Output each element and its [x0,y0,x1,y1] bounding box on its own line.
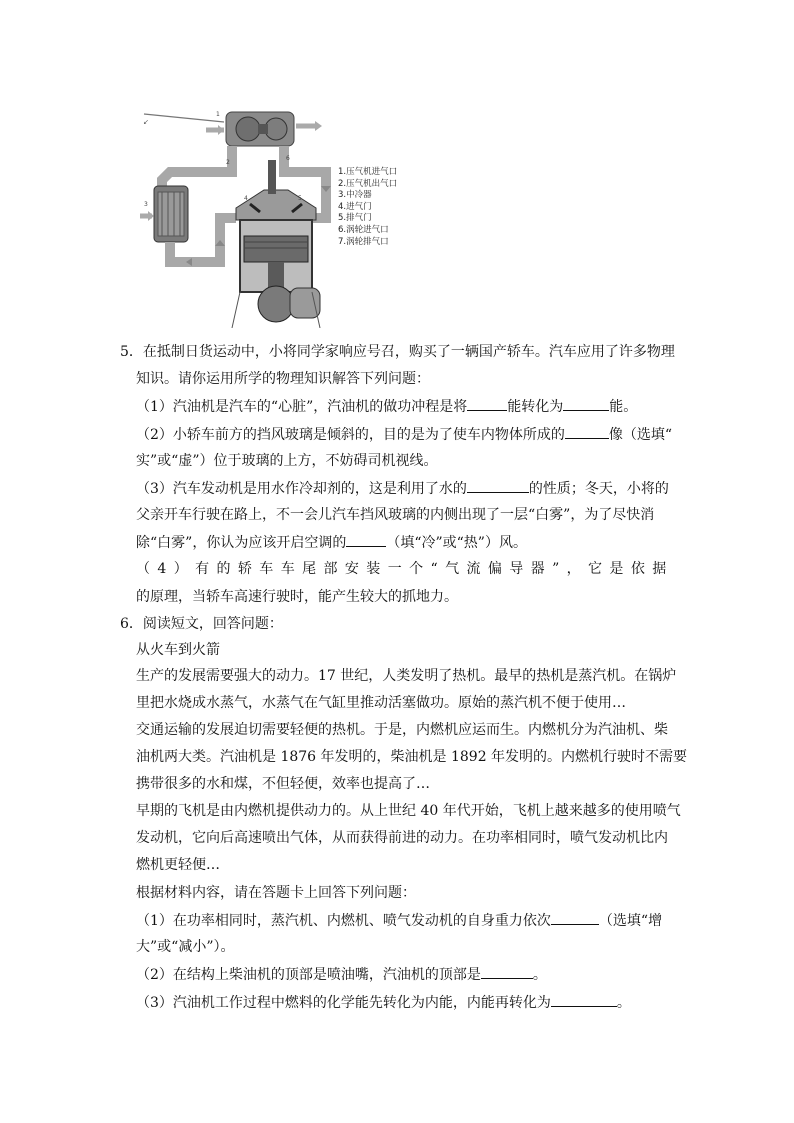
q5-part4-cont [136,586,458,607]
q6-para3-line1: 早期的飞机是由内燃机提供动力的。从上世纪 40 年代开始，飞机上越来越多的使用喷气 [136,803,681,819]
q5-part3-cont2 [136,532,527,553]
q5-part2 [136,424,672,445]
q6-part1-cont: 大”或“减小”）。 [136,939,235,955]
legend-item: 3.中冷器 [338,190,372,201]
q5-part3-cont1: 父亲开车行驶在路上，不一会儿汽车挡风玻璃的内侧出现了一层“白雾”，为了尽快消 [136,507,655,523]
q5-part1-text-a: （1）汽油机是汽车的“心脏”，汽油机的做功冲程是将 [136,399,468,415]
q6-para2-line3: 携带很多的水和煤，不但轻便，效率也提高了… [136,776,430,792]
q5-intro-line1: 5．在抵制日货运动中，小将同学家响应号召，购买了一辆国产轿车。汽车应用了许多物理 [120,344,675,360]
q6-part1-text-a: （1）在功率相同时，蒸汽机、内燃机、喷气发动机的自身重力依次 [136,913,551,929]
answer-blank[interactable] [467,396,507,411]
answer-blank[interactable] [467,478,529,493]
q6-para3-line2: 发动机，它向后高速喷出气体，从而获得前进的动力。在功率相同时，喷气发动机比内 [136,830,668,846]
q5-part2-text-a: （2）小轿车前方的挡风玻璃是倾斜的，目的是为了使车内物体所成的 [136,427,565,443]
q6-para1-line1: 生产的发展需要强大的动力。17 世纪，人类发明了热机。最早的热机是蒸汽机。在锅炉 [136,668,677,684]
q5-part3-text-d: 除“白雾”，你认为应该开启空调的 [136,535,347,551]
q6-part2 [136,964,547,985]
answer-blank[interactable] [346,532,386,547]
legend-item: 7.涡轮排气口 [338,236,389,247]
q6-part3 [136,992,631,1013]
q5-part1-text-c: 能。 [609,399,638,415]
q6-para1-line2: 里把水烧成水蒸气，水蒸气在气缸里推动活塞做功。原始的蒸汽机不便于使用… [136,695,626,711]
legend-item: 5.排气门 [338,213,372,224]
marker-4: 4 [244,195,248,202]
marker-3: 3 [144,201,148,208]
q5-part4-text-b: 的原理，当轿车高速行驶时，能产生较大的抓地力。 [136,589,458,605]
q6-part3-text-b: 。 [616,995,631,1011]
q5-part4: （4）有的轿车车尾部安装一个“气流偏导器”，它是依据 [136,561,674,577]
svg-text:↙: ↙ [143,118,149,126]
legend-item: 6.涡轮进气口 [338,224,389,235]
answer-blank[interactable] [565,424,609,439]
legend-item: 1.压气机进气口 [338,167,398,177]
q5-part1-text-b: 能转化为 [507,399,564,415]
figure-legend [338,167,397,248]
legend-item: 4.进气门 [338,201,372,212]
q5-part3-text-a: （3）汽车发动机是用水作冷却剂的，这是利用了水的 [136,481,467,497]
q6-instruction: 根据材料内容，请在答题卡上回答下列问题： [136,885,416,901]
q5-part3-text-b: 的性质；冬天，小将的 [528,481,669,497]
q5-part1 [136,396,637,417]
q5-part3-text-e: （填“冷”或“热”）风。 [386,535,527,551]
answer-blank[interactable] [563,396,609,411]
q6-intro: 6．阅读短文，回答问题： [120,616,283,632]
q6-part2-text-b: 。 [532,967,547,983]
marker-6: 6 [286,155,290,162]
answer-blank[interactable] [551,992,617,1007]
marker-5: 5 [298,195,302,202]
q5-part2-cont: 实”或“虚”）位于玻璃的上方，不妨碍司机视线。 [136,453,438,469]
q5-intro-line2: 知识。请你运用所学的物理知识解答下列问题： [136,371,430,387]
q6-part2-text-a: （2）在结构上柴油机的顶部是喷油嘴，汽油机的顶部是 [136,967,481,983]
q6-passage-title: 从火车到火箭 [136,642,220,658]
q6-para2-line1: 交通运输的发展迫切需要轻便的热机。于是，内燃机应运而生。内燃机分为汽油机、柴 [136,722,668,738]
legend-item: 2.压气机出气口 [338,178,398,189]
answer-blank[interactable] [481,964,533,979]
q5-part3 [136,478,669,499]
answer-blank[interactable] [551,910,599,925]
q6-part1 [136,910,662,931]
marker-2: 2 [226,159,230,166]
q6-part3-text-a: （3）汽油机工作过程中燃料的化学能先转化为内能，内能再转化为 [136,995,551,1011]
q5-part2-text-b: 像（选填“ [608,427,673,443]
q6-para2-line2: 油机两大类。汽油机是 1876 年发明的，柴油机是 1892 年发明的。内燃机行驶时不需要 [136,749,688,765]
marker-1: 1 [216,111,220,118]
q6-para3-line3: 燃机更轻便… [136,857,220,873]
q6-part1-text-b: （选填“增 [598,913,663,929]
